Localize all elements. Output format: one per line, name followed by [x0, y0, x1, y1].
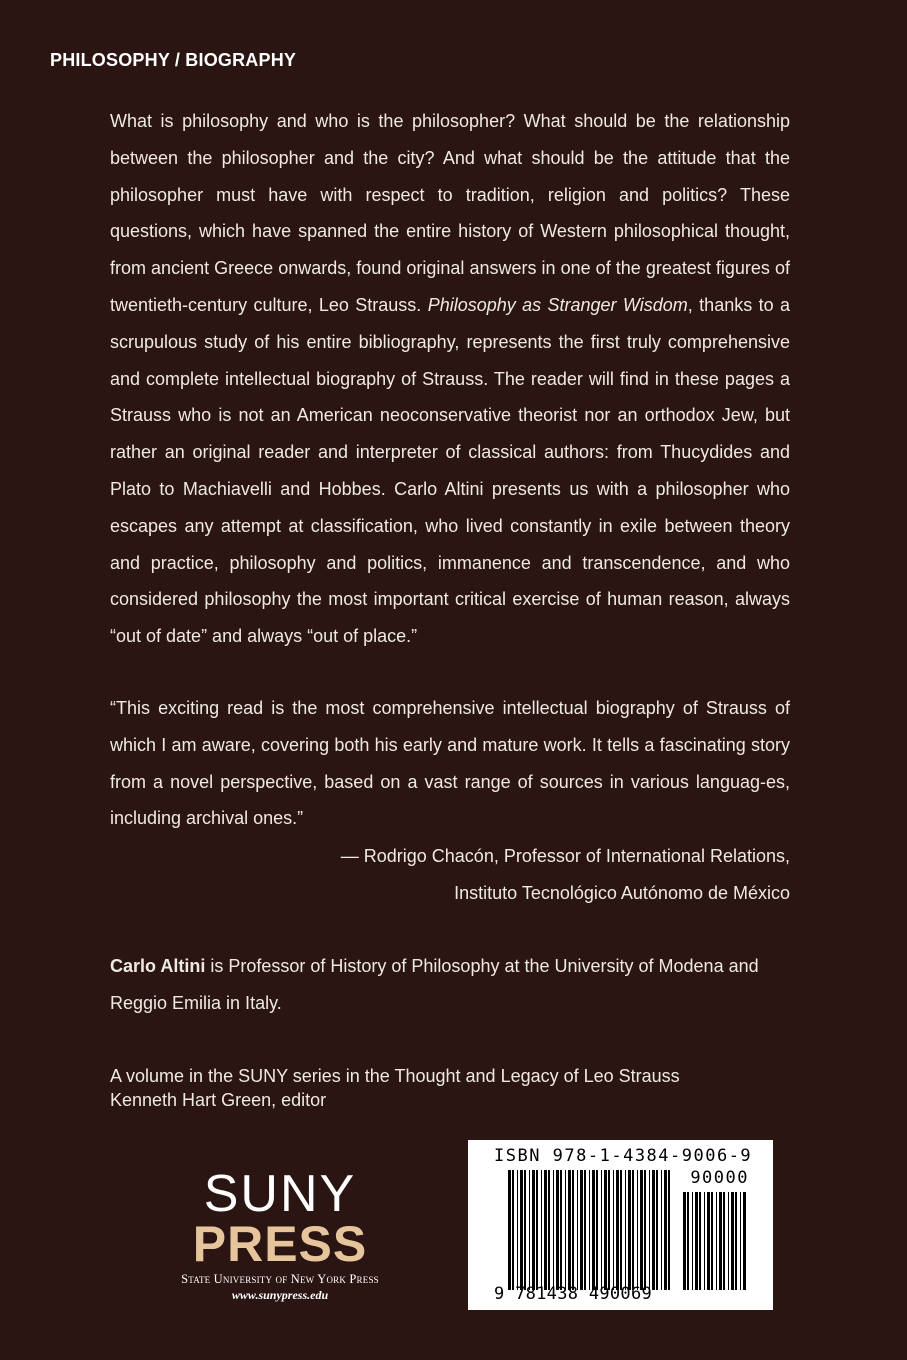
barcode-bar	[740, 1192, 741, 1290]
series-editor: Kenneth Hart Green, editor	[110, 1090, 327, 1110]
barcode-bar	[695, 1192, 698, 1290]
barcode-bar	[592, 1170, 595, 1290]
barcode-bar	[699, 1192, 701, 1290]
publisher-website: www.sunypress.edu	[231, 1288, 329, 1302]
barcode-bar	[616, 1170, 619, 1290]
barcode-bar	[707, 1192, 710, 1290]
barcode-bar	[719, 1192, 722, 1290]
barcode-bar	[565, 1170, 566, 1290]
barcode-bar	[620, 1170, 622, 1290]
barcode-bar	[664, 1170, 667, 1290]
barcode-bar	[716, 1192, 717, 1290]
barcode-bar	[560, 1170, 562, 1290]
barcode-bar	[632, 1170, 634, 1290]
publisher-full-name: State University of New York Press	[181, 1272, 379, 1286]
barcode-bar	[601, 1170, 602, 1290]
barcode-bar	[589, 1170, 590, 1290]
barcode-bar	[692, 1192, 693, 1290]
barcode-bar	[596, 1170, 598, 1290]
barcode-bar	[625, 1170, 626, 1290]
barcode-bar	[649, 1170, 650, 1290]
barcode-bar	[628, 1170, 631, 1290]
barcode-bar	[577, 1170, 578, 1290]
barcode-bar	[529, 1170, 530, 1290]
barcode-bar	[668, 1170, 670, 1290]
barcode-bar	[584, 1170, 586, 1290]
barcode-bar	[553, 1170, 554, 1290]
barcode-bar	[520, 1170, 523, 1290]
barcode-bar	[541, 1170, 542, 1290]
barcode-bar	[661, 1170, 662, 1290]
barcode-bar	[556, 1170, 559, 1290]
barcode-bar	[644, 1170, 646, 1290]
barcode-bar	[508, 1170, 511, 1290]
barcode-bar	[608, 1170, 610, 1290]
barcode-bar	[548, 1170, 550, 1290]
endorsement-attribution	[190, 838, 790, 912]
publisher-logo	[160, 1165, 400, 1303]
barcode-bar	[572, 1170, 574, 1290]
series-line-1: A volume in the SUNY series in the Thought and Legacy of Leo Strauss	[110, 1066, 680, 1086]
description-blurb	[110, 103, 790, 655]
barcode-bar	[568, 1170, 571, 1290]
isbn-label: ISBN 978-1-4384-9006-9	[494, 1146, 753, 1166]
attribution-line-2: Instituto Tecnológico Autónomo de México	[454, 882, 790, 903]
barcode-bar	[524, 1170, 526, 1290]
endorsement-quote: “This exciting read is the most comprehensive intellectual biography of Strauss of which I am aware, covering both his early and mature work. It tells a fascinating story from a novel perspective, based on a vast range of sources in various languag-es, including archival ones.”	[110, 698, 790, 829]
barcode-bar	[637, 1170, 638, 1290]
logo-press-text: PRESS	[192, 1216, 368, 1272]
isbn-barcode	[468, 1140, 773, 1310]
author-name: Carlo Altini	[110, 956, 206, 976]
barcode-bar	[640, 1170, 643, 1290]
barcode-bar	[687, 1192, 689, 1290]
barcode-bar	[536, 1170, 538, 1290]
barcode-bar	[683, 1192, 686, 1290]
book-title-italic: Philosophy as Stranger Wisdom	[427, 294, 688, 315]
barcode-bar	[656, 1170, 658, 1290]
barcode-bar	[704, 1192, 705, 1290]
barcode-bar	[580, 1170, 583, 1290]
blurb-part-2: , thanks to a scrupulous study of his entire bibliography, represents the first truly comprehensive and complete intellectual biography of Strauss. The reader will find in these pages a Strauss who is not an American neoconservative theorist nor an orthodox Jew, but rather an original reader and interpreter of classical authors: from Thucydides and Plato to Machiavelli and Hobbes. Carlo Altini presents us with a philosopher who escapes any attempt at classification, who lived constantly in exile between theory and practice, philosophy and politics, immanence and transcendence, and who considered philosophy the most important critical exercise of human reason, always “out of date” and always “out of place.”	[110, 294, 790, 647]
barcode-bar	[728, 1192, 729, 1290]
barcode-bar	[735, 1192, 737, 1290]
barcode-addon-number: 90000	[690, 1168, 749, 1188]
barcode-bar	[711, 1192, 713, 1290]
barcode-bar	[652, 1170, 655, 1290]
barcode-bar	[532, 1170, 535, 1290]
barcode-bar	[544, 1170, 547, 1290]
category-label: PHILOSOPHY / BIOGRAPHY	[50, 50, 297, 70]
barcode-bar	[517, 1170, 518, 1290]
author-bio	[110, 948, 790, 1022]
barcode-main-bars	[508, 1170, 673, 1290]
series-note	[110, 1064, 790, 1112]
barcode-bar	[731, 1192, 734, 1290]
barcode-bar	[604, 1170, 607, 1290]
barcode-bar	[723, 1192, 725, 1290]
barcode-bar	[512, 1170, 514, 1290]
barcode-digits: 9 781438 490069	[494, 1284, 653, 1304]
barcode-addon-bars	[683, 1192, 753, 1290]
attribution-line-1: — Rodrigo Chacón, Professor of International Relations,	[340, 846, 790, 866]
author-bio-text: is Professor of History of Philosophy at the University of Modena and Reggio Emilia in Italy.	[110, 956, 759, 1013]
logo-suny-text: SUNY	[203, 1165, 357, 1223]
blurb-part-1: What is philosophy and who is the philosopher? What should be the relationship between the philosopher and the city? And what should be the attitude that the philosopher must have with respect to tradition, religion and politics? These questions, which have spanned the entire history of Western philosophical thought, from ancient Greece onwards, found original answers in one of the greatest figures of twentieth-century culture, Leo Strauss.	[110, 111, 790, 315]
barcode-bar	[613, 1170, 614, 1290]
barcode-bar	[743, 1192, 746, 1290]
